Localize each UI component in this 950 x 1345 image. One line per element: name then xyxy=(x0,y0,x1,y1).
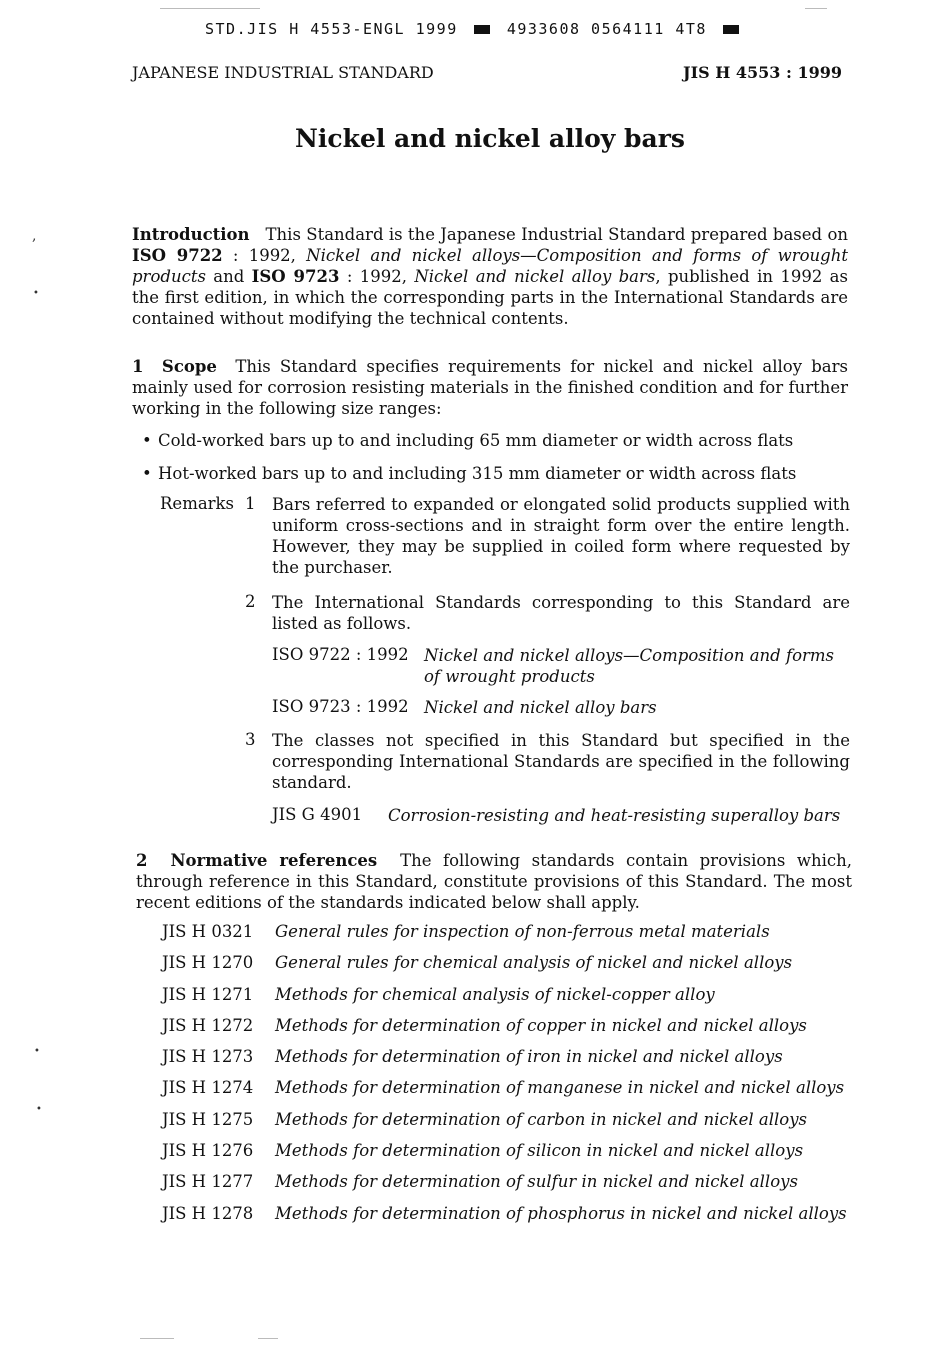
section-heading: Scope xyxy=(161,357,217,376)
ref-title: Methods for determination of copper in nickel and nickel alloys xyxy=(275,1015,807,1035)
ref-title: Methods for determination of silicon in nickel and nickel alloys xyxy=(275,1141,804,1161)
reference-row xyxy=(162,1016,862,1047)
standard-number: JIS H 4553 : 1999 xyxy=(683,63,842,82)
list-item xyxy=(142,431,793,450)
scan-header-right: 4T8 xyxy=(675,20,707,38)
bullet-icon: • xyxy=(142,464,152,483)
remark-text: Bars referred to expanded or elongated solid products supplied with uniform cross-sections and in straight form over the entire length. However, they may be supplied in coiled form where requested by the purchaser. xyxy=(272,495,850,577)
introduction-paragraph xyxy=(132,224,848,329)
iso-year: : 1992, xyxy=(346,267,407,286)
scan-rule xyxy=(140,1338,174,1339)
scan-header-middle: 4933608 0564111 xyxy=(506,20,665,38)
ref-code: JIS H 0321 xyxy=(162,922,254,941)
reference-row xyxy=(162,985,862,1016)
reference-row xyxy=(162,1078,862,1109)
scan-rule xyxy=(160,8,260,9)
ref-code: JIS H 1273 xyxy=(162,1047,254,1067)
scope-text: This Standard specifies requirements for nickel and nickel alloy bars mainly used for corrosion resisting materials in the finished condition and for further working in the following size ranges: xyxy=(132,357,848,418)
ref-title: Methods for determination of iron in nickel and nickel alloys xyxy=(275,1047,783,1067)
iso-title: Nickel and nickel alloys—Composition and forms of wrought products xyxy=(132,246,849,286)
reference-row xyxy=(162,1204,862,1235)
iso-title: Nickel and nickel alloy bars xyxy=(414,267,656,286)
scan-speck-icon: • xyxy=(36,1104,42,1115)
scan-rule xyxy=(805,8,827,9)
scan-header xyxy=(205,20,745,38)
jis-ref-code: JIS G 4901 xyxy=(272,805,363,824)
ref-code: JIS H 1275 xyxy=(162,1109,254,1129)
scope-paragraph xyxy=(132,356,848,419)
ref-code: JIS H 1276 xyxy=(162,1141,254,1161)
bullet-text: Cold-worked bars up to and including 65 mm diameter or width across flats xyxy=(158,431,794,450)
barcode-block-icon xyxy=(474,25,490,34)
introduction-text: This Standard is the Japanese Industrial Standard prepared based on xyxy=(265,225,848,244)
scan-header-left: STD.JIS H 4553-ENGL 1999 xyxy=(205,20,458,38)
reference-row xyxy=(162,1110,862,1141)
iso-year: : 1992, xyxy=(232,246,296,265)
introduction-text: , published in 1992 as the first edition, in which the corresponding parts in the International Standards are contained without modifying the technical contents. xyxy=(132,267,848,328)
remark-number: 3 xyxy=(245,730,256,749)
ref-code: JIS H 1274 xyxy=(162,1078,254,1098)
reference-list xyxy=(162,922,862,1235)
scan-speck-icon: , xyxy=(32,228,37,244)
ref-code: JIS H 1270 xyxy=(162,953,254,973)
connector-text: and xyxy=(213,267,245,286)
iso-ref-code: ISO 9722 : 1992 xyxy=(272,645,409,664)
section-number: 1 xyxy=(132,357,144,376)
reference-row xyxy=(162,922,862,953)
scan-rule xyxy=(258,1338,278,1339)
bullet-text: Hot-worked bars up to and including 315 mm diameter or width across flats xyxy=(158,464,797,483)
iso-ref-code: ISO 9723 : 1992 xyxy=(272,697,409,716)
section-number: 2 xyxy=(136,851,148,870)
reference-row xyxy=(162,953,862,984)
ref-title: Methods for chemical analysis of nickel-copper alloy xyxy=(275,984,715,1004)
reference-row xyxy=(162,1047,862,1078)
reference-row xyxy=(162,1172,862,1203)
normative-paragraph xyxy=(136,850,852,913)
introduction-heading: Introduction xyxy=(132,225,250,244)
page-title: Nickel and nickel alloy bars xyxy=(295,124,685,153)
ref-code: JIS H 1277 xyxy=(162,1172,254,1192)
remark-number: 2 xyxy=(245,592,256,611)
ref-code: JIS H 1278 xyxy=(162,1203,254,1223)
ref-code: JIS H 1272 xyxy=(162,1015,254,1035)
remark-text: The International Standards corresponding to this Standard are listed as follows. xyxy=(272,593,850,633)
remark-number: 1 xyxy=(245,494,256,513)
ref-title: Methods for determination of phosphorus in nickel and nickel alloys xyxy=(275,1203,847,1223)
ref-code: JIS H 1271 xyxy=(162,984,254,1004)
remark-text: The classes not specified in this Standard but specified in the corresponding International Standards are specified in the following standard. xyxy=(272,731,850,792)
scan-speck-icon: • xyxy=(34,1046,40,1057)
remarks-label: Remarks xyxy=(160,494,235,513)
ref-title: Methods for determination of carbon in nickel and nickel alloys xyxy=(275,1109,808,1129)
ref-title: Methods for determination of manganese in nickel and nickel alloys xyxy=(275,1078,845,1098)
list-item xyxy=(142,464,796,483)
iso-code: ISO 9723 xyxy=(251,267,340,286)
iso-ref-title: Nickel and nickel alloys—Composition and forms of wrought products xyxy=(424,646,835,686)
jis-ref-title: Corrosion-resisting and heat-resisting superalloy bars xyxy=(388,806,841,825)
ref-title: General rules for chemical analysis of nickel and nickel alloys xyxy=(275,953,793,973)
scan-speck-icon: • xyxy=(33,288,39,299)
iso-ref-title: Nickel and nickel alloy bars xyxy=(424,698,657,717)
ref-title: General rules for inspection of non-ferrous metal materials xyxy=(275,922,770,941)
ref-title: Methods for determination of sulfur in nickel and nickel alloys xyxy=(275,1172,798,1192)
barcode-block-icon xyxy=(723,25,739,34)
standard-type: JAPANESE INDUSTRIAL STANDARD xyxy=(132,63,434,82)
iso-code: ISO 9722 xyxy=(132,246,223,265)
bullet-icon: • xyxy=(142,431,152,450)
reference-row xyxy=(162,1141,862,1172)
section-heading: Normative references xyxy=(170,851,378,870)
normative-text: The following standards contain provisions which, through reference in this Standard, constitute provisions of this Standard. The most recent editions of the standards indicated below shall apply. xyxy=(136,851,852,912)
